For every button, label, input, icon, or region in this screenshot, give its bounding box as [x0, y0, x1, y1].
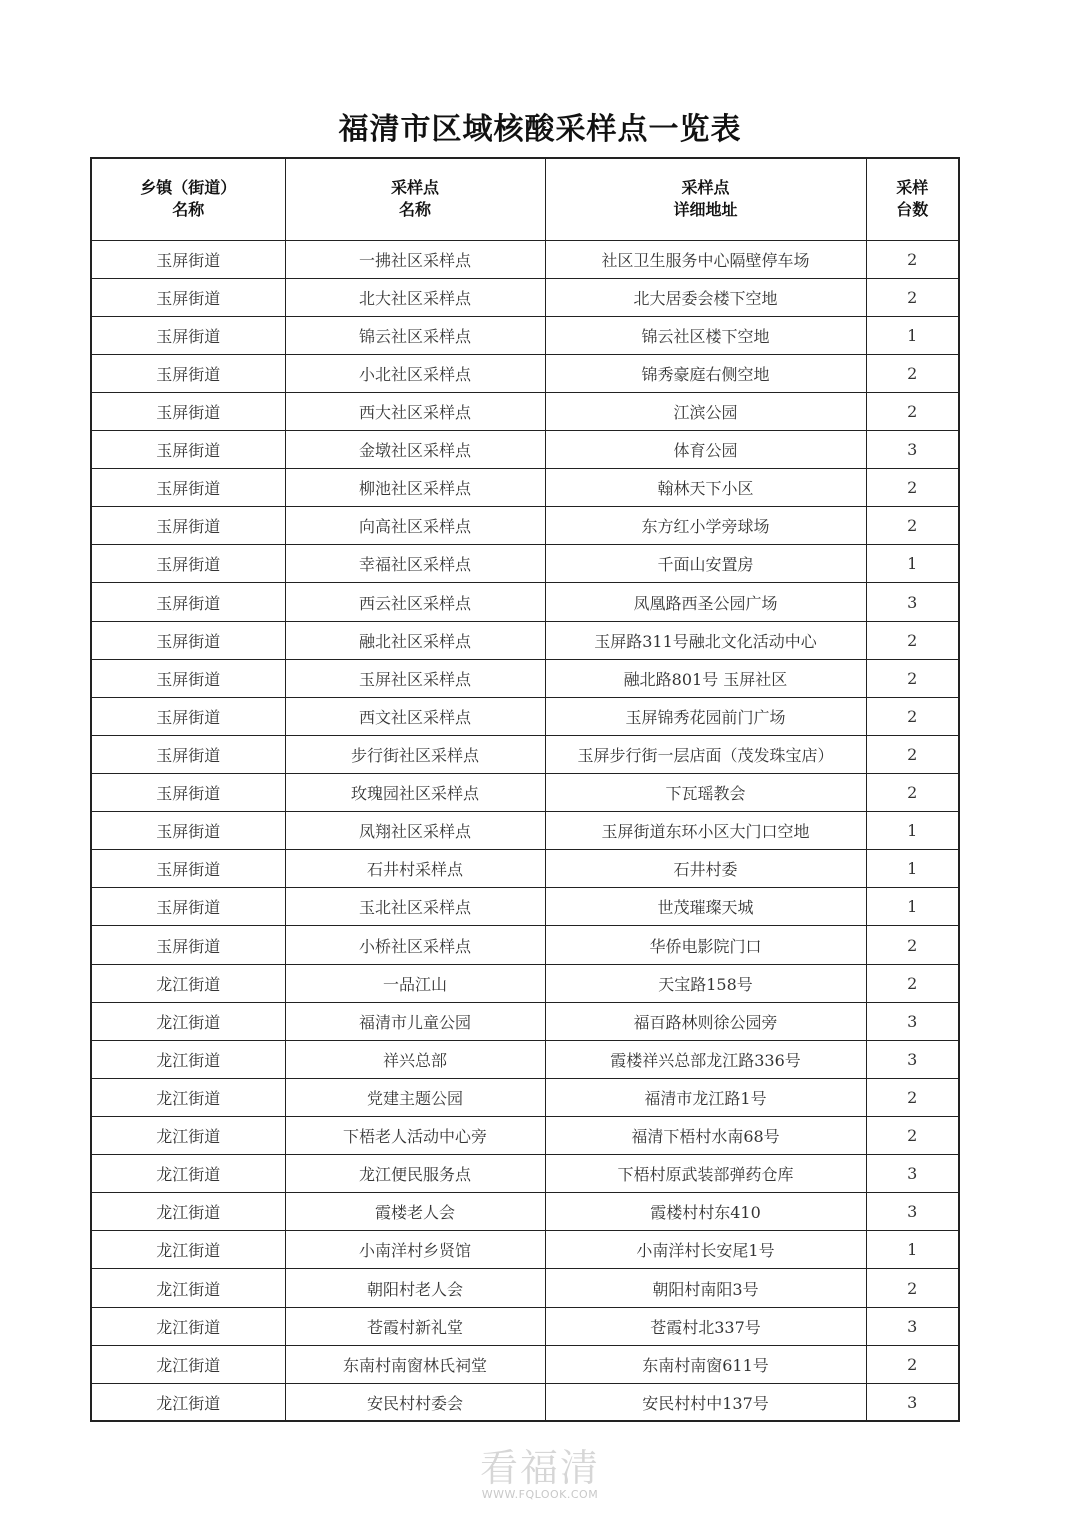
cell-site-address: 锦云社区楼下空地	[545, 316, 866, 354]
cell-site-name: 小桥社区采样点	[285, 926, 545, 964]
cell-site-address: 体育公园	[545, 431, 866, 469]
table-row	[91, 1307, 959, 1345]
header-township	[91, 158, 285, 240]
cell-township: 龙江街道	[91, 1002, 285, 1040]
cell-township: 玉屏街道	[91, 392, 285, 430]
cell-site-address: 福百路林则徐公园旁	[545, 1002, 866, 1040]
cell-township: 玉屏街道	[91, 431, 285, 469]
cell-site-name: 凤翔社区采样点	[285, 812, 545, 850]
cell-site-name: 石井村采样点	[285, 850, 545, 888]
cell-site-name: 西大社区采样点	[285, 392, 545, 430]
sampling-sites-table	[90, 157, 960, 1422]
header-row	[91, 158, 959, 240]
cell-site-address: 安民村村中137号	[545, 1383, 866, 1421]
cell-device-count: 2	[866, 735, 959, 773]
cell-device-count: 1	[866, 316, 959, 354]
table-row	[91, 1117, 959, 1155]
cell-device-count: 2	[866, 774, 959, 812]
cell-device-count: 3	[866, 1193, 959, 1231]
table-row	[91, 507, 959, 545]
cell-site-address: 福清市龙江路1号	[545, 1078, 866, 1116]
cell-device-count: 1	[866, 1231, 959, 1269]
table-row	[91, 583, 959, 621]
cell-site-address: 天宝路158号	[545, 964, 866, 1002]
table-row	[91, 392, 959, 430]
cell-site-name: 霞楼老人会	[285, 1193, 545, 1231]
cell-township: 玉屏街道	[91, 469, 285, 507]
table-row	[91, 774, 959, 812]
table-row	[91, 431, 959, 469]
cell-site-address: 世茂璀璨天城	[545, 888, 866, 926]
cell-township: 龙江街道	[91, 1155, 285, 1193]
table-row	[91, 1231, 959, 1269]
cell-device-count: 2	[866, 240, 959, 278]
cell-site-address: 小南洋村长安尾1号	[545, 1231, 866, 1269]
cell-township: 玉屏街道	[91, 659, 285, 697]
cell-device-count: 2	[866, 278, 959, 316]
cell-site-name: 幸福社区采样点	[285, 545, 545, 583]
cell-device-count: 2	[866, 1269, 959, 1307]
cell-township: 玉屏街道	[91, 621, 285, 659]
header-site-name-line1: 采样点	[390, 178, 439, 198]
table-row	[91, 926, 959, 964]
cell-township: 龙江街道	[91, 1193, 285, 1231]
cell-device-count: 2	[866, 1345, 959, 1383]
table-row	[91, 697, 959, 735]
cell-site-address: 下瓦瑶教会	[545, 774, 866, 812]
cell-site-name: 玉屏社区采样点	[285, 659, 545, 697]
cell-township: 龙江街道	[91, 1117, 285, 1155]
table-row	[91, 278, 959, 316]
cell-township: 龙江街道	[91, 1231, 285, 1269]
cell-site-name: 下梧老人活动中心旁	[285, 1117, 545, 1155]
header-device-count-line1: 采样	[896, 178, 929, 198]
cell-site-address: 苍霞村北337号	[545, 1307, 866, 1345]
table-row	[91, 1155, 959, 1193]
cell-site-name: 步行街社区采样点	[285, 735, 545, 773]
cell-site-address: 凤凰路西圣公园广场	[545, 583, 866, 621]
cell-device-count: 3	[866, 1155, 959, 1193]
cell-township: 玉屏街道	[91, 812, 285, 850]
cell-site-name: 向高社区采样点	[285, 507, 545, 545]
cell-site-name: 龙江便民服务点	[285, 1155, 545, 1193]
cell-township: 龙江街道	[91, 1040, 285, 1078]
watermark-text: 看福清	[479, 1446, 600, 1490]
cell-site-name: 小北社区采样点	[285, 354, 545, 392]
cell-site-name: 安民村村委会	[285, 1383, 545, 1421]
cell-township: 玉屏街道	[91, 545, 285, 583]
cell-device-count: 2	[866, 354, 959, 392]
cell-site-address: 玉屏街道东环小区大门口空地	[545, 812, 866, 850]
cell-site-address: 社区卫生服务中心隔壁停车场	[545, 240, 866, 278]
cell-site-name: 西文社区采样点	[285, 697, 545, 735]
cell-site-name: 玫瑰园社区采样点	[285, 774, 545, 812]
table-row	[91, 545, 959, 583]
cell-site-name: 锦云社区采样点	[285, 316, 545, 354]
cell-township: 玉屏街道	[91, 316, 285, 354]
header-device-count	[866, 158, 959, 240]
cell-site-name: 祥兴总部	[285, 1040, 545, 1078]
cell-site-address: 华侨电影院门口	[545, 926, 866, 964]
table-row	[91, 888, 959, 926]
cell-site-name: 金墩社区采样点	[285, 431, 545, 469]
header-site-address-line1: 采样点	[681, 178, 730, 198]
cell-site-address: 东方红小学旁球场	[545, 507, 866, 545]
cell-site-name: 柳池社区采样点	[285, 469, 545, 507]
cell-site-address: 融北路801号 玉屏社区	[545, 659, 866, 697]
cell-township: 玉屏街道	[91, 507, 285, 545]
cell-township: 龙江街道	[91, 1383, 285, 1421]
table-row	[91, 850, 959, 888]
header-township-line1: 乡镇（街道）	[140, 178, 237, 198]
cell-device-count: 3	[866, 1002, 959, 1040]
cell-site-address: 锦秀豪庭右侧空地	[545, 354, 866, 392]
cell-site-name: 北大社区采样点	[285, 278, 545, 316]
table-row	[91, 735, 959, 773]
cell-device-count: 1	[866, 812, 959, 850]
table-row	[91, 1040, 959, 1078]
table-row	[91, 240, 959, 278]
cell-site-address: 翰林天下小区	[545, 469, 866, 507]
cell-site-address: 石井村委	[545, 850, 866, 888]
cell-site-address: 江滨公园	[545, 392, 866, 430]
cell-site-name: 小南洋村乡贤馆	[285, 1231, 545, 1269]
cell-site-name: 玉北社区采样点	[285, 888, 545, 926]
cell-site-address: 东南村南窗611号	[545, 1345, 866, 1383]
cell-township: 玉屏街道	[91, 278, 285, 316]
cell-site-name: 朝阳村老人会	[285, 1269, 545, 1307]
cell-site-address: 玉屏锦秀花园前门广场	[545, 697, 866, 735]
cell-township: 龙江街道	[91, 1307, 285, 1345]
cell-device-count: 2	[866, 392, 959, 430]
cell-device-count: 3	[866, 1383, 959, 1421]
watermark-url: WWW.FQLOOK.COM	[481, 1488, 599, 1501]
table-row	[91, 354, 959, 392]
table-row	[91, 964, 959, 1002]
watermark-logo	[470, 1446, 610, 1501]
table-row	[91, 316, 959, 354]
table-row	[91, 812, 959, 850]
cell-site-address: 玉屏步行街一层店面（茂发珠宝店）	[545, 735, 866, 773]
cell-site-address: 千面山安置房	[545, 545, 866, 583]
cell-device-count: 3	[866, 583, 959, 621]
cell-site-address: 玉屏路311号融北文化活动中心	[545, 621, 866, 659]
header-site-address	[545, 158, 866, 240]
cell-township: 龙江街道	[91, 1078, 285, 1116]
cell-site-name: 西云社区采样点	[285, 583, 545, 621]
cell-township: 玉屏街道	[91, 926, 285, 964]
cell-device-count: 3	[866, 1307, 959, 1345]
cell-device-count: 2	[866, 926, 959, 964]
cell-township: 玉屏街道	[91, 735, 285, 773]
cell-device-count: 1	[866, 888, 959, 926]
cell-site-address: 北大居委会楼下空地	[545, 278, 866, 316]
table-row	[91, 1383, 959, 1421]
cell-device-count: 2	[866, 659, 959, 697]
cell-township: 玉屏街道	[91, 354, 285, 392]
table-row	[91, 1193, 959, 1231]
cell-township: 玉屏街道	[91, 888, 285, 926]
table-body	[91, 240, 959, 1421]
cell-device-count: 2	[866, 1117, 959, 1155]
table-row	[91, 621, 959, 659]
cell-device-count: 2	[866, 621, 959, 659]
cell-site-address: 福清下梧村水南68号	[545, 1117, 866, 1155]
cell-site-name: 一拂社区采样点	[285, 240, 545, 278]
cell-township: 龙江街道	[91, 1345, 285, 1383]
header-site-name-line2: 名称	[398, 200, 431, 220]
cell-device-count: 3	[866, 431, 959, 469]
cell-device-count: 2	[866, 1078, 959, 1116]
table-row	[91, 1078, 959, 1116]
cell-site-address: 朝阳村南阳3号	[545, 1269, 866, 1307]
cell-township: 玉屏街道	[91, 850, 285, 888]
cell-township: 玉屏街道	[91, 583, 285, 621]
header-site-name	[285, 158, 545, 240]
cell-site-address: 下梧村原武装部弹药仓库	[545, 1155, 866, 1193]
cell-township: 玉屏街道	[91, 774, 285, 812]
cell-township: 玉屏街道	[91, 697, 285, 735]
header-site-address-line2: 详细地址	[673, 200, 738, 220]
table-row	[91, 659, 959, 697]
table-row	[91, 1002, 959, 1040]
cell-site-name: 一品江山	[285, 964, 545, 1002]
cell-site-address: 霞楼祥兴总部龙江路336号	[545, 1040, 866, 1078]
table-header	[91, 158, 959, 240]
cell-device-count: 1	[866, 850, 959, 888]
cell-device-count: 2	[866, 697, 959, 735]
cell-site-name: 福清市儿童公园	[285, 1002, 545, 1040]
cell-device-count: 1	[866, 545, 959, 583]
table-row	[91, 469, 959, 507]
header-township-line2: 名称	[172, 200, 205, 220]
cell-township: 龙江街道	[91, 1269, 285, 1307]
cell-site-name: 东南村南窗林氏祠堂	[285, 1345, 545, 1383]
cell-device-count: 2	[866, 507, 959, 545]
header-device-count-line2: 台数	[896, 200, 929, 220]
cell-site-name: 苍霞村新礼堂	[285, 1307, 545, 1345]
table-row	[91, 1345, 959, 1383]
cell-site-address: 霞楼村村东410	[545, 1193, 866, 1231]
cell-township: 龙江街道	[91, 964, 285, 1002]
table-row	[91, 1269, 959, 1307]
cell-device-count: 3	[866, 1040, 959, 1078]
cell-township: 玉屏街道	[91, 240, 285, 278]
cell-site-name: 融北社区采样点	[285, 621, 545, 659]
cell-site-name: 党建主题公园	[285, 1078, 545, 1116]
page-title: 福清市区域核酸采样点一览表	[338, 112, 742, 147]
cell-device-count: 2	[866, 469, 959, 507]
cell-device-count: 2	[866, 964, 959, 1002]
